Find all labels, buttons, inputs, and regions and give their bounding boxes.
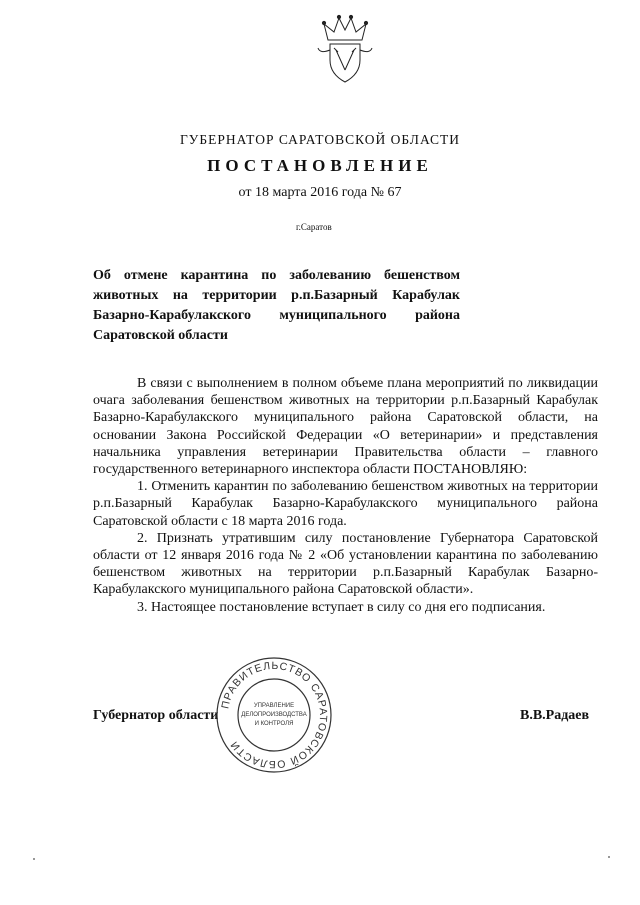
stamp-center-line-2: ДЕЛОПРОИЗВОДСТВА — [241, 712, 307, 718]
official-stamp — [214, 655, 334, 775]
scan-speck — [608, 856, 610, 858]
item-2-paragraph: 2. Признать утратившим силу постановление Губернатора Саратовской области от 12 января 2016 года № 2 «Об установлении карантина по заболеванию бешенством животных на территории р.п.Базарный Карабулак Базарно-Карабулакского муниципального района Саратовской области». — [93, 530, 598, 598]
preamble-paragraph: В связи с выполнением в полном объеме плана мероприятий по ликвидации очага заболевания бешенством животных на территории р.п.Базарный Карабулак Базарно-Карабулакского муниципального района Саратовской области, на основании Закона Российской Федерации «О ветеринарии» и представления начальника управления ветеринарии Правительства области – главного государственного ветеринарного инспектора области ПОСТАНОВЛЯЮ: — [93, 376, 598, 478]
stamp-center-line-3: И КОНТРОЛЯ — [254, 721, 294, 727]
signer-name: В.В.Радаев — [520, 708, 590, 723]
item-3-paragraph: 3. Настоящее постановление вступает в силу со дня его подписания. — [137, 599, 546, 615]
coat-of-arms-emblem — [310, 10, 380, 90]
document-subject: Об отмене карантина по заболеванию бешенством животных на территории р.п.Базарный Карабулак Базарно-Карабулакского муниципального района Саратовской области — [93, 268, 460, 343]
document-type: ПОСТАНОВЛЕНИЕ — [207, 156, 433, 175]
stamp-ring-text: ПРАВИТЕЛЬСТВО САРАТОВСКОЙ ОБЛАСТИ — [219, 659, 330, 771]
document-city: г.Саратов — [296, 222, 332, 232]
document-body — [93, 375, 598, 616]
document-date-number: от 18 марта 2016 года № 67 — [238, 185, 402, 200]
item-1-paragraph: 1. Отменить карантин по заболеванию бешенством животных на территории р.п.Базарный Карабулак Базарно-Карабулакского муниципального района Саратовской области с 18 марта 2016 года. — [93, 479, 598, 529]
stamp-center-line-1: УПРАВЛЕНИЕ — [253, 703, 295, 709]
scan-speck — [33, 858, 35, 860]
issuing-authority: ГУБЕРНАТОР САРАТОВСКОЙ ОБЛАСТИ — [179, 132, 461, 147]
signer-title: Губернатор области — [93, 708, 219, 723]
